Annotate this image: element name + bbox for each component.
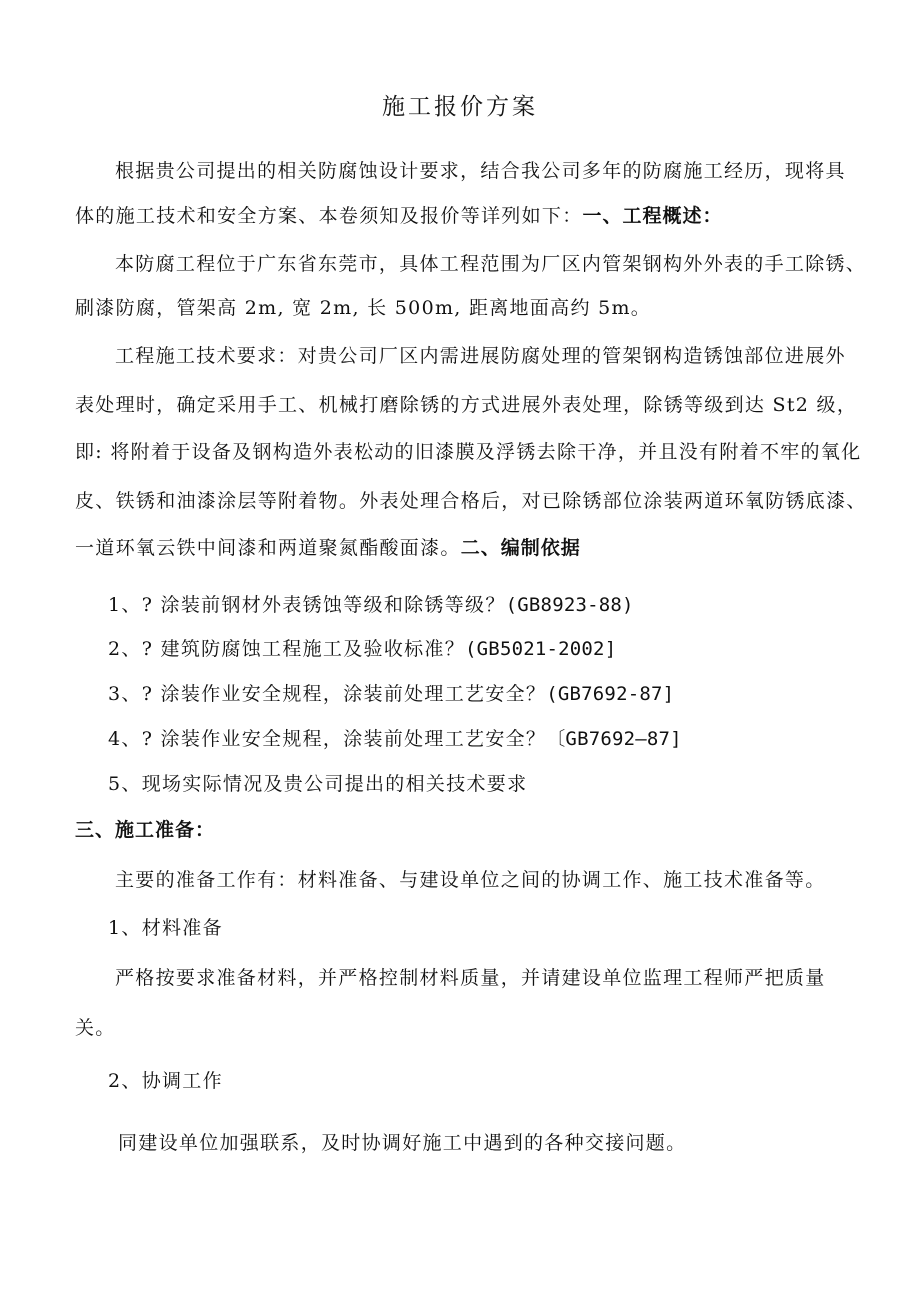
basis-item-code: (GB7692-87]: [546, 683, 675, 705]
basis-item-text: ? 涂装前钢材外表锈蚀等级和除锈等级？: [141, 594, 506, 616]
tech-line-4: 皮、铁锈和油漆涂层等附着物。外表处理合格后，对已除锈部位涂装两道环氧防锈底漆、: [75, 490, 867, 512]
tech-text: 一道环氧云铁中间漆和两道聚氮酯酸面漆。: [75, 537, 461, 559]
basis-item-1: [108, 592, 634, 618]
materials-title: 1、材料准备: [108, 917, 223, 939]
tech-line-5: [75, 535, 581, 561]
page-title: 施工报价方案: [382, 94, 538, 120]
basis-item-number: 1、: [108, 594, 142, 616]
section-heading-prep: 三、施工准备：: [75, 819, 216, 841]
materials-line-1: 严格按要求准备材料，并严格控制材料质量，并请建设单位监理工程师严把质量: [115, 967, 826, 989]
basis-item-text: ? 建筑防腐蚀工程施工及验收标准？: [141, 638, 466, 660]
basis-item-code: 〔GB7692—87]: [546, 728, 682, 750]
basis-item-text: 现场实际情况及贵公司提出的相关技术要求: [141, 773, 528, 795]
intro-line-1: 根据贵公司提出的相关防腐蚀设计要求，结合我公司多年的防腐施工经历，现将具: [115, 160, 846, 182]
section-heading-overview: 一、工程概述：: [582, 205, 723, 227]
basis-item-3: [108, 681, 674, 707]
materials-line-2: 关。: [75, 1017, 116, 1039]
tech-line-1: 工程施工技术要求：对贵公司厂区内需进展防腐处理的管架钢构造锈蚀部位进展外: [115, 345, 846, 367]
basis-item-number: 2、: [108, 638, 142, 660]
basis-item-text: ? 涂装作业安全规程，涂装前处理工艺安全？: [141, 683, 547, 705]
basis-item-number: 3、: [108, 683, 142, 705]
coord-text: 同建设单位加强联系，及时协调好施工中遇到的各种交接问题。: [118, 1132, 687, 1154]
tech-line-3: 即: 将附着于设备及钢构造外表松动的旧漆膜及浮锈去除干净，并且没有附着不牢的氧化: [75, 441, 862, 463]
overview-line-1: 本防腐工程位于广东省东莞市，具体工程范围为厂区内管架钢构外外表的手工除锈、: [115, 253, 867, 275]
tech-line-2: 表处理时，确定采用手工、机械打磨除锈的方式进展外表处理，除锈等级到达 St2 级，: [75, 394, 858, 416]
section-heading-basis: 二、编制依据: [460, 537, 581, 559]
overview-line-2: 刷漆防腐，管架高 2m, 宽 2m, 长 500m, 距离地面高约 5m。: [75, 297, 652, 319]
basis-item-4: [108, 726, 682, 752]
basis-item-number: 4、: [108, 728, 142, 750]
prep-summary: 主要的准备工作有：材料准备、与建设单位之间的协调工作、施工技术准备等。: [115, 869, 826, 891]
basis-item-code: (GB8923-88): [505, 594, 634, 616]
basis-item-5: [108, 771, 527, 797]
coord-title: 2、协调工作: [108, 1070, 223, 1092]
basis-item-code: (GB5021-2002]: [465, 638, 617, 660]
basis-item-number: 5、: [108, 773, 142, 795]
basis-item-2: [108, 636, 616, 662]
basis-item-text: ? 涂装作业安全规程，涂装前处理工艺安全？: [141, 728, 547, 750]
intro-text: 体的施工技术和安全方案、本卷须知及报价等详列如下：: [75, 205, 583, 227]
intro-line-2: [75, 203, 723, 229]
